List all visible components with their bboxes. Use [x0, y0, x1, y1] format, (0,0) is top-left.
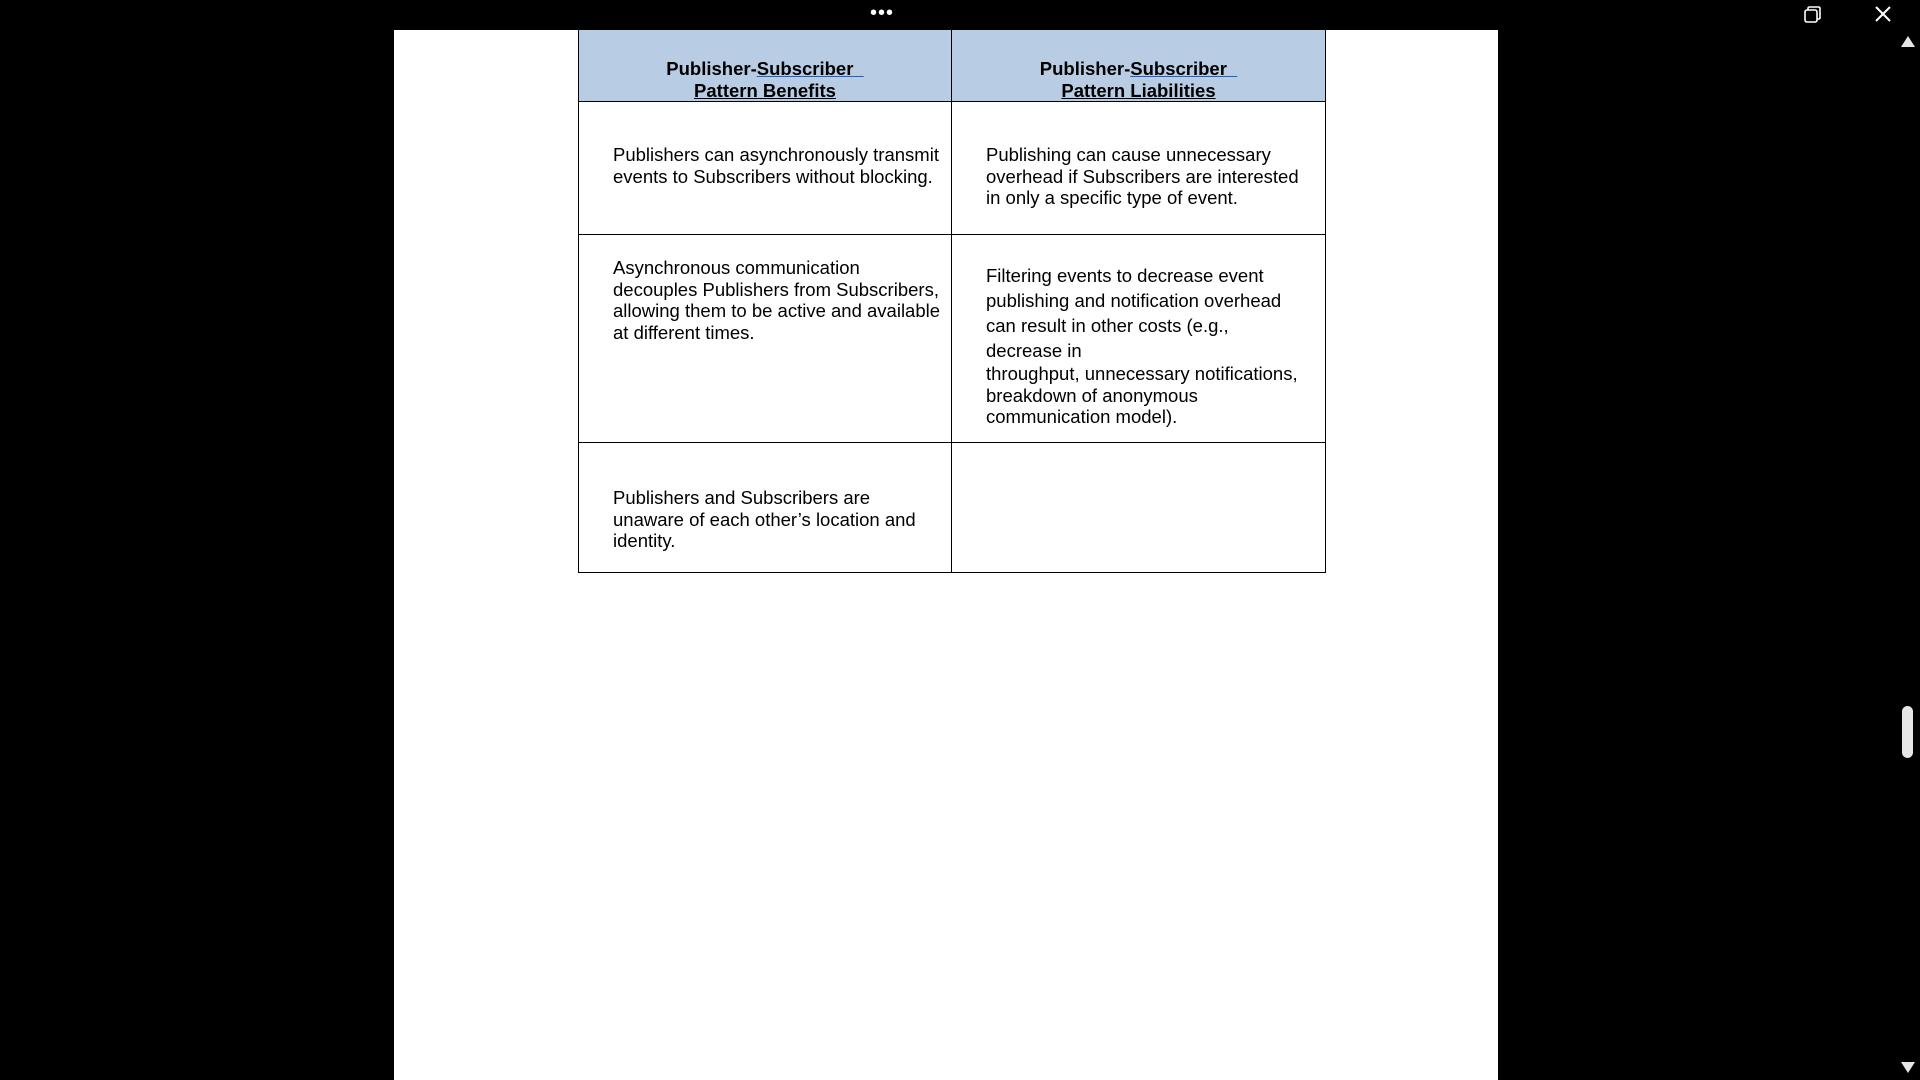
benefit-cell: Publishers can asynchronously transmit events to Subscribers without blocking. [579, 102, 952, 235]
pattern-comparison-table [578, 30, 1326, 573]
table-row [579, 235, 1326, 443]
header-liabilities: Publisher-Subscriber Pattern Liabilities [952, 30, 1326, 102]
restore-window-button[interactable] [1796, 4, 1826, 26]
scroll-up-icon[interactable] [1901, 36, 1915, 47]
benefit-cell: Asynchronous communication decouples Publishers from Subscribers, allowing them to be active and available at different times. [579, 235, 952, 443]
vertical-scrollbar[interactable] [1896, 30, 1920, 1080]
liability-cell: Filtering events to decrease event publishing and notification overhead can result in other costs (e.g., decrease in throughput, unnecessary notifications, breakdown of anonymous communication model). [952, 235, 1326, 443]
liability-cell-empty [952, 443, 1326, 573]
close-window-button[interactable] [1868, 2, 1898, 28]
benefit-cell: Publishers and Subscribers are unaware of each other’s location and identity. [579, 443, 952, 573]
document-page [394, 30, 1498, 1080]
liability-cell: Publishing can cause unnecessary overhead if Subscribers are interested in only a specific type of event. [952, 102, 1326, 235]
close-icon [1868, 2, 1898, 28]
scroll-down-icon[interactable] [1901, 1062, 1915, 1073]
more-icon: ••• [869, 2, 894, 24]
table-row [579, 102, 1326, 235]
more-options-button[interactable] [862, 2, 902, 24]
scroll-thumb[interactable] [1902, 706, 1913, 758]
restore-icon [1796, 4, 1826, 26]
table-header-row [579, 30, 1326, 102]
document-viewer[interactable] [0, 30, 1920, 1080]
window-titlebar [0, 0, 1920, 30]
header-benefits: Publisher-Subscriber Pattern Benefits [579, 30, 952, 102]
table-row [579, 443, 1326, 573]
